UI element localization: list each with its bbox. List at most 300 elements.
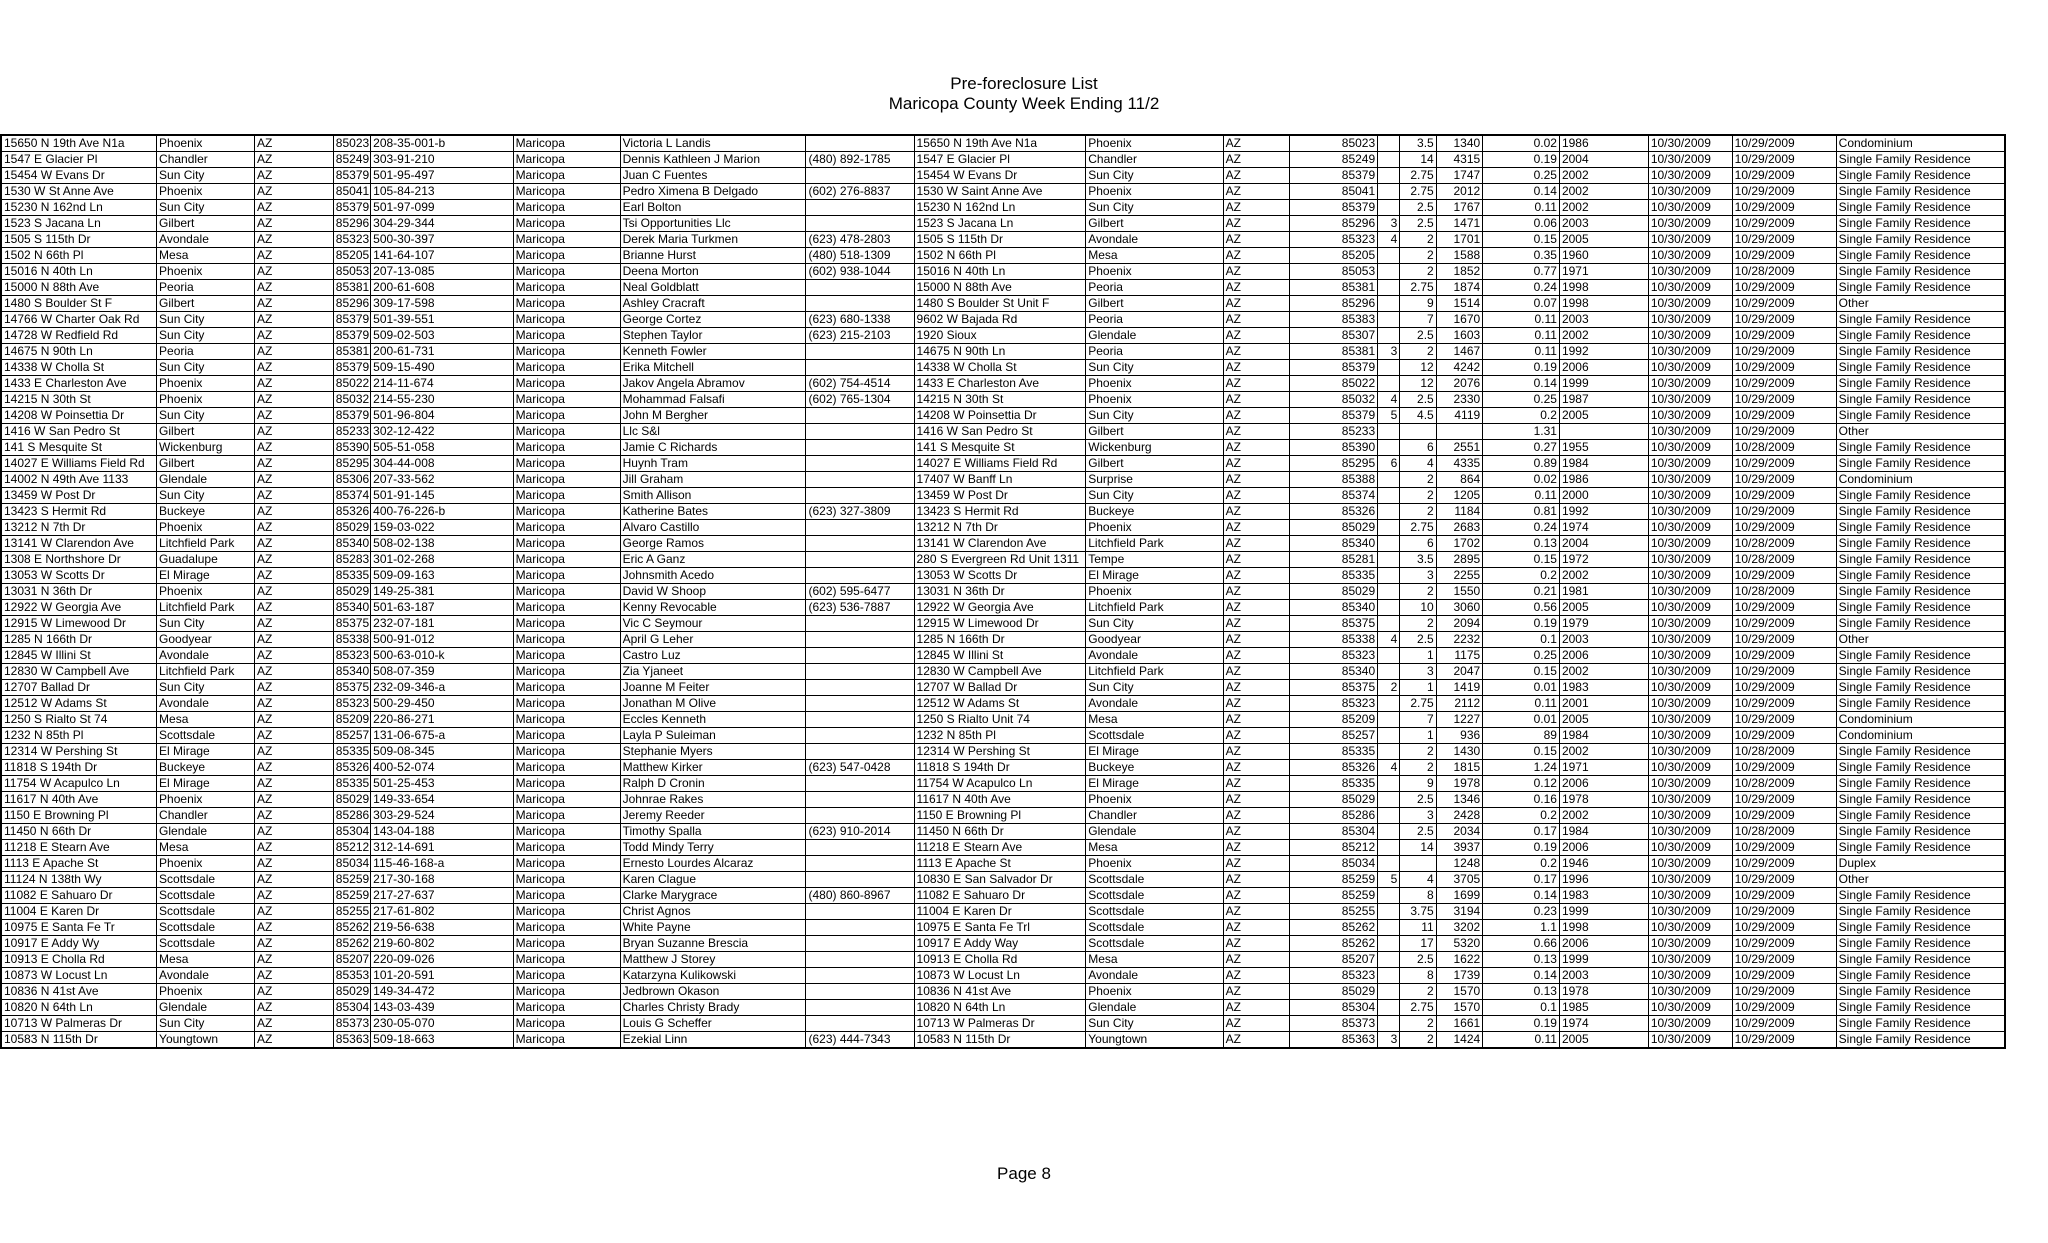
table-cell: [806, 360, 914, 376]
table-cell: 10975 E Santa Fe Trl: [914, 920, 1086, 936]
table-cell: Buckeye: [157, 504, 255, 520]
table-cell: 508-02-138: [371, 536, 513, 552]
table-cell: Single Family Residence: [1836, 840, 2005, 856]
table-cell: 1983: [1559, 680, 1648, 696]
table-cell: 149-34-472: [371, 984, 513, 1000]
table-cell: 85326: [333, 760, 370, 776]
table-cell: 303-29-524: [371, 808, 513, 824]
table-cell: 304-44-008: [371, 456, 513, 472]
table-cell: 1984: [1559, 456, 1648, 472]
table-cell: 3705: [1436, 872, 1482, 888]
table-cell: Sun City: [1086, 488, 1223, 504]
table-cell: Scottsdale: [1086, 936, 1223, 952]
table-cell: [806, 632, 914, 648]
table-row: [1, 1016, 2005, 1032]
table-cell: Sun City: [1086, 168, 1223, 184]
table-cell: 2006: [1559, 360, 1648, 376]
table-cell: 11082 E Sahuaro Dr: [1, 888, 157, 904]
table-cell: 214-11-674: [371, 376, 513, 392]
table-cell: 4315: [1436, 152, 1482, 168]
table-cell: 2.75: [1400, 520, 1436, 536]
table-cell: 12845 W Illini St: [1, 648, 157, 664]
table-cell: 0.19: [1483, 360, 1560, 376]
table-cell: 85326: [1290, 504, 1378, 520]
table-cell: 4.5: [1400, 408, 1436, 424]
table-cell: Maricopa: [513, 360, 620, 376]
table-cell: 12: [1400, 376, 1436, 392]
table-cell: 2005: [1559, 232, 1648, 248]
table-cell: AZ: [255, 216, 334, 232]
table-cell: Maricopa: [513, 424, 620, 440]
table-cell: [806, 488, 914, 504]
table-cell: AZ: [255, 840, 334, 856]
table-cell: 10/30/2009: [1648, 408, 1732, 424]
table-cell: 10/30/2009: [1648, 728, 1732, 744]
table-cell: 10/30/2009: [1648, 856, 1732, 872]
table-cell: 10836 N 41st Ave: [914, 984, 1086, 1000]
table-cell: 864: [1436, 472, 1482, 488]
table-cell: [806, 1016, 914, 1032]
table-cell: AZ: [255, 200, 334, 216]
table-cell: Guadalupe: [157, 552, 255, 568]
table-cell: AZ: [255, 968, 334, 984]
table-cell: 85212: [333, 840, 370, 856]
table-cell: 1992: [1559, 344, 1648, 360]
table-cell: Huynh Tram: [620, 456, 806, 472]
table-cell: 10/29/2009: [1732, 296, 1836, 312]
table-cell: Bryan Suzanne Brescia: [620, 936, 806, 952]
table-cell: Earl Bolton: [620, 200, 806, 216]
table-cell: Mesa: [157, 248, 255, 264]
table-cell: [1378, 376, 1400, 392]
table-cell: 5: [1378, 408, 1400, 424]
table-cell: 1974: [1559, 520, 1648, 536]
table-cell: [1378, 264, 1400, 280]
table-row: [1, 344, 2005, 360]
table-row: [1, 168, 2005, 184]
table-cell: Single Family Residence: [1836, 200, 2005, 216]
table-row: [1, 968, 2005, 984]
table-row: [1, 680, 2005, 696]
table-row: [1, 696, 2005, 712]
table-cell: 149-25-381: [371, 584, 513, 600]
table-cell: 85335: [1290, 744, 1378, 760]
table-cell: 2003: [1559, 312, 1648, 328]
table-cell: 10/30/2009: [1648, 552, 1732, 568]
table-cell: 15230 N 162nd Ln: [914, 200, 1086, 216]
table-cell: Other: [1836, 872, 2005, 888]
table-cell: 10/29/2009: [1732, 472, 1836, 488]
table-cell: 10/30/2009: [1648, 312, 1732, 328]
table-cell: AZ: [255, 808, 334, 824]
table-cell: Maricopa: [513, 776, 620, 792]
table-cell: 508-07-359: [371, 664, 513, 680]
table-cell: 10/30/2009: [1648, 824, 1732, 840]
table-row: [1, 856, 2005, 872]
table-cell: AZ: [255, 440, 334, 456]
table-cell: Brianne Hurst: [620, 248, 806, 264]
table-cell: [1378, 648, 1400, 664]
table-cell: 4: [1400, 872, 1436, 888]
table-cell: Single Family Residence: [1836, 248, 2005, 264]
table-cell: 85379: [333, 312, 370, 328]
page-subtitle: Maricopa County Week Ending 11/2: [888, 94, 1160, 113]
table-cell: 85032: [1290, 392, 1378, 408]
table-cell: 2012: [1436, 184, 1482, 200]
table-cell: 230-05-070: [371, 1016, 513, 1032]
table-cell: Single Family Residence: [1836, 888, 2005, 904]
table-cell: Condominium: [1836, 472, 2005, 488]
table-cell: 10/30/2009: [1648, 840, 1732, 856]
table-cell: 1998: [1559, 280, 1648, 296]
table-cell: [806, 744, 914, 760]
table-cell: AZ: [255, 600, 334, 616]
table-cell: Maricopa: [513, 264, 620, 280]
table-cell: AZ: [255, 1032, 334, 1049]
table-cell: 10/29/2009: [1732, 1032, 1836, 1049]
table-cell: Duplex: [1836, 856, 2005, 872]
table-row: [1, 600, 2005, 616]
table-cell: 0.11: [1483, 488, 1560, 504]
table-cell: 2.5: [1400, 824, 1436, 840]
table-cell: Maricopa: [513, 904, 620, 920]
table-cell: Maricopa: [513, 440, 620, 456]
table-cell: Single Family Residence: [1836, 328, 2005, 344]
table-cell: Ezekial Linn: [620, 1032, 806, 1049]
table-cell: 85323: [333, 696, 370, 712]
table-cell: 85323: [1290, 232, 1378, 248]
table-cell: Buckeye: [1086, 760, 1223, 776]
table-cell: Buckeye: [1086, 504, 1223, 520]
table-row: [1, 1032, 2005, 1049]
table-cell: Mesa: [1086, 840, 1223, 856]
table-cell: Maricopa: [513, 984, 620, 1000]
table-cell: 2003: [1559, 632, 1648, 648]
table-cell: 10/30/2009: [1648, 680, 1732, 696]
table-cell: Avondale: [1086, 648, 1223, 664]
table-cell: 214-55-230: [371, 392, 513, 408]
table-cell: 10/30/2009: [1648, 184, 1732, 200]
table-cell: 10/30/2009: [1648, 472, 1732, 488]
table-cell: 14675 N 90th Ln: [914, 344, 1086, 360]
table-cell: 232-09-346-a: [371, 680, 513, 696]
table-cell: [806, 808, 914, 824]
table-cell: Chandler: [157, 152, 255, 168]
table-cell: AZ: [255, 648, 334, 664]
table-cell: 1603: [1436, 328, 1482, 344]
table-cell: AZ: [1223, 888, 1290, 904]
table-cell: Phoenix: [157, 184, 255, 200]
table-cell: Phoenix: [157, 792, 255, 808]
table-cell: Maricopa: [513, 792, 620, 808]
table-cell: 10/30/2009: [1648, 1000, 1732, 1016]
table-cell: Single Family Residence: [1836, 696, 2005, 712]
table-cell: 509-18-663: [371, 1032, 513, 1049]
table-cell: [806, 344, 914, 360]
table-cell: Scottsdale: [1086, 888, 1223, 904]
table-cell: 85373: [333, 1016, 370, 1032]
table-cell: 85381: [1290, 344, 1378, 360]
table-cell: 10/30/2009: [1648, 936, 1732, 952]
table-cell: AZ: [1223, 312, 1290, 328]
table-cell: 2683: [1436, 520, 1482, 536]
table-cell: 1978: [1436, 776, 1482, 792]
table-cell: 10/29/2009: [1732, 568, 1836, 584]
table-cell: Other: [1836, 296, 2005, 312]
table-cell: [806, 856, 914, 872]
table-cell: 1: [1400, 728, 1436, 744]
table-cell: Litchfield Park: [157, 600, 255, 616]
table-cell: Single Family Residence: [1836, 808, 2005, 824]
table-row: [1, 472, 2005, 488]
table-row: [1, 200, 2005, 216]
table-cell: Maricopa: [513, 632, 620, 648]
table-cell: Scottsdale: [157, 936, 255, 952]
table-cell: 0.11: [1483, 312, 1560, 328]
table-cell: 85390: [333, 440, 370, 456]
table-cell: 4119: [1436, 408, 1482, 424]
table-cell: [806, 920, 914, 936]
table-cell: 13423 S Hermit Rd: [1, 504, 157, 520]
table-cell: (623) 536-7887: [806, 600, 914, 616]
table-cell: 2: [1400, 744, 1436, 760]
table-cell: Gilbert: [157, 424, 255, 440]
table-cell: 85323: [333, 648, 370, 664]
table-cell: Gilbert: [157, 456, 255, 472]
table-cell: 2.5: [1400, 392, 1436, 408]
table-cell: AZ: [1223, 872, 1290, 888]
table-cell: AZ: [255, 264, 334, 280]
table-cell: 12707 W Ballad Dr: [914, 680, 1086, 696]
table-row: [1, 728, 2005, 744]
table-cell: AZ: [255, 616, 334, 632]
table-cell: 10/30/2009: [1648, 664, 1732, 680]
table-cell: 11: [1400, 920, 1436, 936]
table-cell: AZ: [255, 760, 334, 776]
table-cell: Phoenix: [1086, 184, 1223, 200]
table-cell: AZ: [255, 856, 334, 872]
table-cell: Single Family Residence: [1836, 1032, 2005, 1049]
table-row: [1, 392, 2005, 408]
table-cell: AZ: [1223, 840, 1290, 856]
table-cell: AZ: [255, 504, 334, 520]
table-cell: 1986: [1559, 135, 1648, 152]
table-cell: 0.1: [1483, 632, 1560, 648]
table-cell: 12830 W Campbell Ave: [1, 664, 157, 680]
table-cell: 1523 S Jacana Ln: [1, 216, 157, 232]
table-cell: [806, 135, 914, 152]
table-cell: 1999: [1559, 904, 1648, 920]
table-cell: Scottsdale: [157, 888, 255, 904]
table-cell: 85262: [1290, 920, 1378, 936]
table-cell: (623) 910-2014: [806, 824, 914, 840]
table-cell: 2112: [1436, 696, 1482, 712]
table-cell: 14766 W Charter Oak Rd: [1, 312, 157, 328]
table-cell: 12314 W Pershing St: [914, 744, 1086, 760]
table-cell: 2094: [1436, 616, 1482, 632]
table-cell: 85375: [1290, 616, 1378, 632]
table-cell: AZ: [255, 472, 334, 488]
table-cell: Avondale: [1086, 696, 1223, 712]
table-cell: Maricopa: [513, 456, 620, 472]
table-cell: George Cortez: [620, 312, 806, 328]
page-title: Pre-foreclosure List: [950, 74, 1098, 93]
table-cell: AZ: [1223, 600, 1290, 616]
table-cell: Condominium: [1836, 712, 2005, 728]
table-cell: 11818 S 194th Dr: [914, 760, 1086, 776]
table-cell: 10/30/2009: [1648, 168, 1732, 184]
table-cell: 85375: [333, 616, 370, 632]
table-cell: 1346: [1436, 792, 1482, 808]
table-cell: Single Family Residence: [1836, 616, 2005, 632]
table-cell: 0.11: [1483, 200, 1560, 216]
table-cell: Surprise: [1086, 472, 1223, 488]
table-cell: Maricopa: [513, 568, 620, 584]
table-cell: John M Bergher: [620, 408, 806, 424]
table-cell: 11818 S 194th Dr: [1, 760, 157, 776]
table-cell: Maricopa: [513, 536, 620, 552]
table-cell: 217-61-802: [371, 904, 513, 920]
table-cell: 85259: [1290, 872, 1378, 888]
table-cell: [806, 216, 914, 232]
table-cell: 501-25-453: [371, 776, 513, 792]
table-cell: 2002: [1559, 184, 1648, 200]
table-cell: AZ: [255, 888, 334, 904]
table-cell: 10/30/2009: [1648, 952, 1732, 968]
table-cell: Maricopa: [513, 408, 620, 424]
table-cell: 0.02: [1483, 135, 1560, 152]
table-cell: AZ: [1223, 280, 1290, 296]
table-cell: 10/30/2009: [1648, 744, 1732, 760]
table-cell: AZ: [255, 424, 334, 440]
table-cell: (480) 892-1785: [806, 152, 914, 168]
table-cell: 2006: [1559, 840, 1648, 856]
table-cell: AZ: [1223, 135, 1290, 152]
table-cell: Mesa: [157, 952, 255, 968]
table-cell: 85338: [1290, 632, 1378, 648]
table-cell: 2002: [1559, 664, 1648, 680]
table-cell: AZ: [1223, 744, 1290, 760]
table-cell: 6: [1378, 456, 1400, 472]
table-cell: [1378, 936, 1400, 952]
table-cell: Maricopa: [513, 824, 620, 840]
table-cell: AZ: [255, 408, 334, 424]
table-cell: [1378, 712, 1400, 728]
table-cell: 2: [1378, 680, 1400, 696]
table-cell: 14338 W Cholla St: [1, 360, 157, 376]
table-cell: 2.5: [1400, 216, 1436, 232]
table-cell: Single Family Residence: [1836, 312, 2005, 328]
table-cell: 12845 W Illini St: [914, 648, 1086, 664]
table-cell: [1378, 728, 1400, 744]
table-cell: 207-33-562: [371, 472, 513, 488]
table-cell: Maricopa: [513, 952, 620, 968]
table-cell: 2076: [1436, 376, 1482, 392]
table-cell: Jill Graham: [620, 472, 806, 488]
table-cell: 13459 W Post Dr: [1, 488, 157, 504]
table-cell: 11754 W Acapulco Ln: [1, 776, 157, 792]
table-cell: Phoenix: [1086, 135, 1223, 152]
table-cell: [1378, 552, 1400, 568]
table-cell: 85388: [1290, 472, 1378, 488]
table-cell: 85375: [1290, 680, 1378, 696]
table-cell: 0.16: [1483, 792, 1560, 808]
table-cell: Single Family Residence: [1836, 920, 2005, 936]
table-cell: 85233: [333, 424, 370, 440]
table-cell: 10/29/2009: [1732, 392, 1836, 408]
table-cell: 85207: [1290, 952, 1378, 968]
table-cell: AZ: [255, 135, 334, 152]
table-cell: [806, 280, 914, 296]
table-cell: AZ: [255, 568, 334, 584]
table-row: [1, 440, 2005, 456]
table-cell: Glendale: [157, 472, 255, 488]
table-cell: (623) 680-1338: [806, 312, 914, 328]
table-cell: [1378, 184, 1400, 200]
table-cell: AZ: [1223, 1016, 1290, 1032]
table-cell: 0.56: [1483, 600, 1560, 616]
table-cell: [806, 968, 914, 984]
table-cell: Gilbert: [1086, 296, 1223, 312]
table-cell: 1248: [1436, 856, 1482, 872]
table-cell: 3060: [1436, 600, 1482, 616]
table-cell: 11617 N 40th Ave: [1, 792, 157, 808]
table-cell: Phoenix: [157, 264, 255, 280]
table-cell: Llc S&l: [620, 424, 806, 440]
table-cell: Stephanie Myers: [620, 744, 806, 760]
table-cell: 10/30/2009: [1648, 296, 1732, 312]
table-cell: 2: [1400, 232, 1436, 248]
table-cell: 10/30/2009: [1648, 200, 1732, 216]
table-cell: 85335: [1290, 568, 1378, 584]
table-cell: 85029: [333, 792, 370, 808]
table-cell: AZ: [255, 344, 334, 360]
table-cell: El Mirage: [157, 744, 255, 760]
table-cell: 4: [1378, 232, 1400, 248]
table-cell: 2: [1400, 264, 1436, 280]
table-cell: 505-51-058: [371, 440, 513, 456]
table-cell: 2: [1400, 344, 1436, 360]
table-cell: Maricopa: [513, 280, 620, 296]
table-cell: 0.17: [1483, 872, 1560, 888]
table-cell: 400-52-074: [371, 760, 513, 776]
table-cell: Goodyear: [157, 632, 255, 648]
table-cell: Other: [1836, 424, 2005, 440]
table-cell: 85281: [1290, 552, 1378, 568]
table-cell: [1378, 968, 1400, 984]
table-cell: Condominium: [1836, 728, 2005, 744]
table-cell: 5: [1378, 872, 1400, 888]
table-cell: AZ: [255, 328, 334, 344]
table-cell: AZ: [255, 184, 334, 200]
table-cell: 4335: [1436, 456, 1482, 472]
table-cell: Vic C Seymour: [620, 616, 806, 632]
table-cell: 10913 E Cholla Rd: [914, 952, 1086, 968]
table-cell: Avondale: [157, 968, 255, 984]
table-cell: 1502 N 66th Pl: [914, 248, 1086, 264]
page-number: Page 8: [997, 1164, 1051, 1183]
table-cell: 0.11: [1483, 344, 1560, 360]
table-cell: 2002: [1559, 168, 1648, 184]
table-cell: (602) 765-1304: [806, 392, 914, 408]
table-cell: 0.1: [1483, 1000, 1560, 1016]
table-cell: 85209: [333, 712, 370, 728]
table-cell: 10/29/2009: [1732, 680, 1836, 696]
table-cell: AZ: [1223, 376, 1290, 392]
table-cell: AZ: [1223, 984, 1290, 1000]
table-cell: Eccles Kenneth: [620, 712, 806, 728]
table-cell: AZ: [255, 312, 334, 328]
